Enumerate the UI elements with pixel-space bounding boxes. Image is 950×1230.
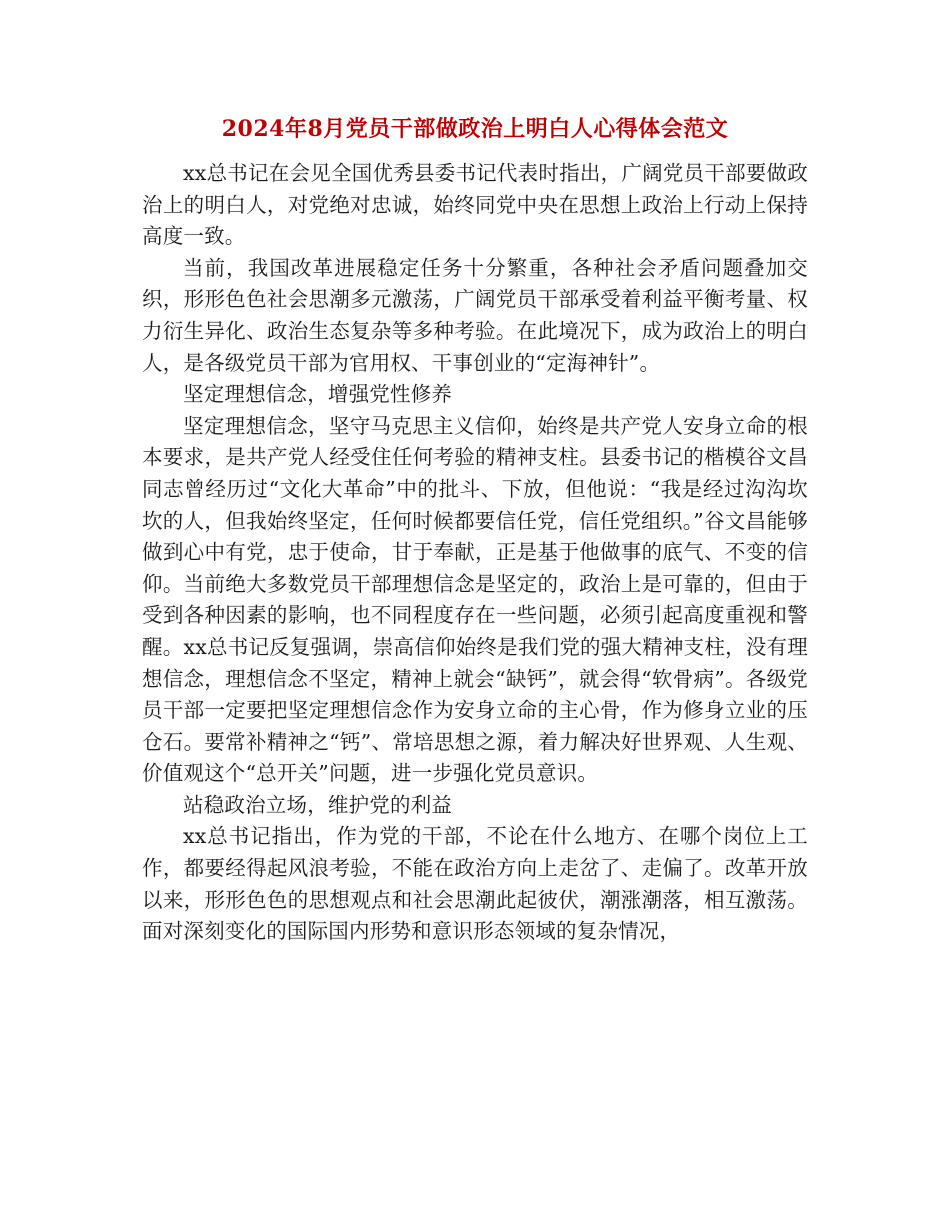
document-body xyxy=(142,158,808,948)
paragraph: xx总书记在会见全国优秀县委书记代表时指出，广阔党员干部要做政治上的明白人，对党绝对忠诚，始终同党中央在思想上政治上行动上保持高度一致。 xyxy=(142,161,808,249)
paragraph: 当前，我国改革进展稳定任务十分繁重，各种社会矛盾问题叠加交织，形形色色社会思潮多元激荡，广阔党员干部承受着利益平衡考量、权力衍生异化、政治生态复杂等多种考验。在此境况下，成为政治上的明白人，是各级党员干部为官用权、干事创业的“定海神针”。 xyxy=(142,255,808,375)
document-title: 2024年8月党员干部做政治上明白人心得体会范文 xyxy=(221,116,729,142)
section-heading: 站稳政治立场，维护党的利益 xyxy=(183,792,453,817)
paragraph: xx总书记指出，作为党的干部，不论在什么地方、在哪个岗位上工作，都要经得起风浪考验，不能在政治方向上走岔了、走偏了。改革开放以来，形形色色的思想观点和社会思潮此起彼伏，潮涨潮落，相互激荡。面对深刻变化的国际国内形势和意识形态领域的复杂情况， xyxy=(142,824,808,944)
section-heading: 坚定理想信念，增强党性修养 xyxy=(183,382,453,407)
paragraph: 坚定理想信念，坚守马克思主义信仰，始终是共产党人安身立命的根本要求，是共产党人经受住任何考验的精神支柱。县委书记的楷模谷文昌同志曾经历过“文化大革命”中的批斗、下放，但他说：“我是经过沟沟坎坎的人，但我始终坚定，任何时候都要信任党，信任党组织。”谷文昌能够做到心中有党，忠于使命，甘于奉献，正是基于他做事的底气、不变的信仰。当前绝大多数党员干部理想信念是坚定的，政治上是可靠的，但由于受到各种因素的影响，也不同程度存在一些问题，必须引起高度重视和警醒。xx总书记反复强调，崇高信仰始终是我们党的强大精神支柱，没有理想信念，理想信念不坚定，精神上就会“缺钙”，就会得“软骨病”。各级党员干部一定要把坚定理想信念作为安身立命的主心骨，作为修身立业的压仓石。要常补精神之“钙”、常培思想之源，着力解决好世界观、人生观、价值观这个“总开关”问题，进一步强化党员意识。 xyxy=(142,413,808,786)
